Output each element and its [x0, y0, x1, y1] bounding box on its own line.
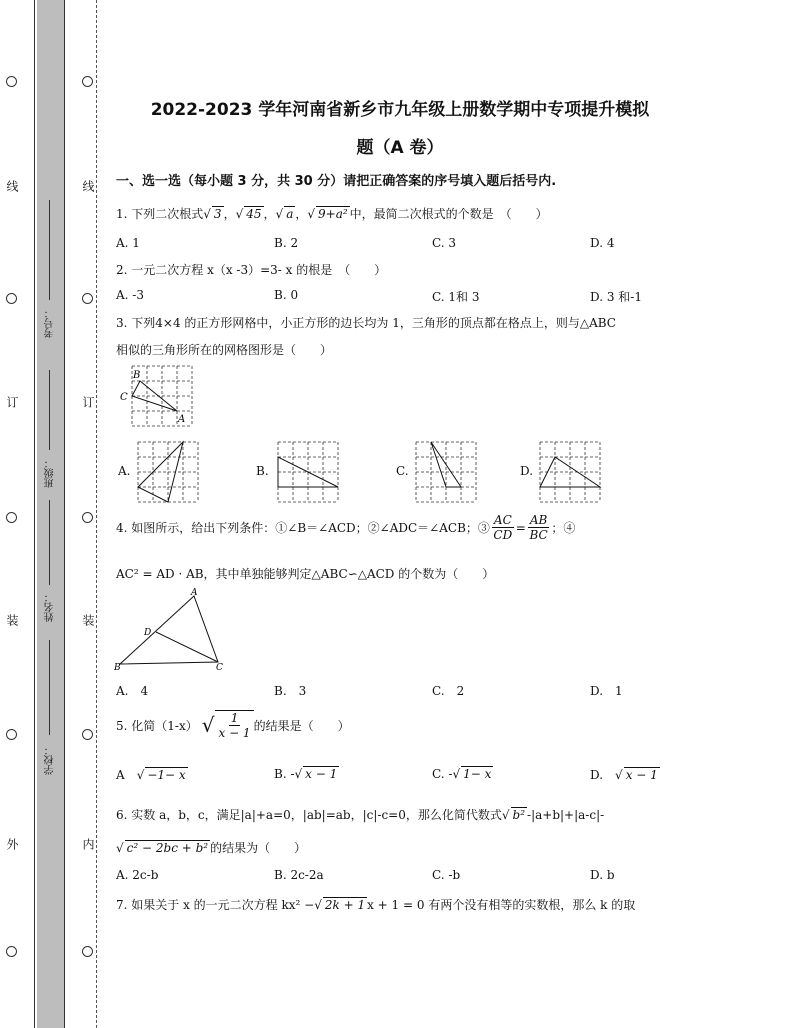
- q3-option-a-grid: [136, 440, 202, 504]
- q1-option-b: B. 2: [274, 236, 299, 250]
- q5-option-b: B. -√ x − 1: [274, 767, 338, 781]
- q3-option-c-label: C.: [396, 464, 409, 478]
- q6-option-a: A. 2c-b: [116, 868, 159, 882]
- q5-option-d: D. √ x − 1: [590, 768, 658, 782]
- margin-char-zhuang-inner: 装: [81, 614, 95, 626]
- label-school: 学校：: [45, 745, 56, 775]
- vertex-c: C: [120, 392, 128, 403]
- vertex-d: D: [144, 628, 152, 638]
- q1-option-d: D. 4: [590, 236, 615, 250]
- margin-char-nei-inner: 内: [81, 838, 95, 850]
- q4-option-d: D. 1: [590, 684, 623, 698]
- margin-char-zhuang: 装: [5, 614, 19, 626]
- q5-option-a: A √ −1− x: [116, 768, 186, 782]
- page-title-cont: 题（A 卷）: [356, 138, 444, 158]
- q3-option-d-label: D.: [520, 464, 534, 478]
- q4-option-a: A. 4: [116, 684, 149, 698]
- vertex-b: B: [133, 370, 141, 381]
- binding-hole: [82, 946, 93, 957]
- cut-line: [96, 0, 97, 1028]
- q2-option-b: B. 0: [274, 288, 299, 302]
- blank-exam-number: [49, 200, 50, 300]
- margin-line-outer: [34, 0, 35, 1028]
- q3-option-a-label: A.: [118, 464, 131, 478]
- binding-hole: [82, 293, 93, 304]
- question-4-cont: AC² = AD · AB，其中单独能够判定△ABC∽△ACD 的个数为（ ）: [116, 567, 495, 581]
- q6-option-b: B. 2c-2a: [274, 868, 324, 882]
- margin-char-xian-inner: 线: [81, 180, 95, 192]
- blank-school: [49, 640, 50, 735]
- margin-char-ding-inner: 订: [81, 396, 95, 408]
- q6-option-c: C. -b: [432, 868, 461, 882]
- binding-hole: [82, 729, 93, 740]
- question-7: 7. 如果关于 x 的一元二次方程 kx² −√ 2k + 1 x + 1 = 0 有两个没有相等的实数根，那么 k 的取: [116, 898, 636, 912]
- q3-option-c-grid: [414, 440, 480, 504]
- q3-option-b-label: B.: [256, 464, 269, 478]
- question-6: 6. 实数 a，b，c，满足|a|+a=0，|ab|=ab，|c|-c=0，那么化简代数式√ b² -|a+b|+|a-c|-: [116, 808, 605, 822]
- binding-hole: [6, 946, 17, 957]
- vertex-a: A: [178, 414, 186, 425]
- binding-hole: [82, 76, 93, 87]
- page-title: 2022-2023 学年河南省新乡市九年级上册数学期中专项提升模拟: [150, 100, 650, 120]
- binding-hole: [6, 76, 17, 87]
- question-5: 5. 化简（1-x） √ $\frac{1}{x - 1}$ 的结果是（ ）: [116, 711, 350, 740]
- q3-option-b-grid: [276, 440, 342, 504]
- binding-band: [37, 0, 64, 1028]
- vertex-a: A: [191, 588, 198, 598]
- blank-name: [49, 500, 50, 585]
- question-6-cont: √ c² − 2bc + b² 的结果为（ ）: [116, 841, 307, 855]
- question-3-cont: 相似的三角形所在的网格图形是（ ）: [116, 343, 333, 357]
- margin-char-wai: 外: [5, 838, 19, 850]
- q4-option-c: C. 2: [432, 684, 465, 698]
- vertex-b: B: [114, 663, 121, 672]
- margin-line-inner: [64, 0, 65, 1028]
- q6-option-d: D. b: [590, 868, 615, 882]
- binding-hole: [6, 293, 17, 304]
- q1-option-c: C. 3: [432, 236, 457, 250]
- binding-hole: [6, 729, 17, 740]
- question-2: 2. 一元二次方程 x（x -3）=3- x 的根是 （ ）: [116, 263, 387, 277]
- q4-triangle-figure: [114, 588, 230, 672]
- blank-class: [49, 370, 50, 450]
- binding-hole: [82, 512, 93, 523]
- question-4: 4. 如图所示，给出下列条件：①∠B＝∠ACD；②∠ADC＝∠ACB；③ $\frac{AC}{CD}$ = $\frac{AB}{BC}$ ；④: [116, 513, 576, 542]
- label-exam-number: 考号：: [45, 308, 56, 338]
- label-name: 姓名：: [45, 592, 56, 622]
- margin-char-xian: 线: [5, 180, 19, 192]
- section-heading: 一、选一选（每小题 3 分，共 30 分）请把正确答案的序号填入题后括号内.: [116, 174, 557, 189]
- q3-option-d-grid: [538, 440, 604, 504]
- q4-option-b: B. 3: [274, 684, 307, 698]
- margin-char-ding: 订: [5, 396, 19, 408]
- q1-option-a: A. 1: [116, 236, 140, 250]
- question-3: 3. 下列4×4 的正方形网格中，小正方形的边长均为 1，三角形的顶点都在格点上，则与△ABC: [116, 316, 616, 330]
- vertex-c: C: [216, 663, 223, 672]
- q2-option-d: D. 3 和-1: [590, 290, 642, 304]
- q2-option-a: A. -3: [116, 288, 144, 302]
- q2-option-c: C. 1和 3: [432, 290, 480, 304]
- binding-hole: [6, 512, 17, 523]
- label-class: 班级：: [45, 458, 56, 488]
- q3-reference-grid: [118, 364, 198, 430]
- question-1: 1. 下列二次根式√ 3 ，√ 45 ，√ a ，√ 9+a² 中，最简二次根式的个数是 （ ）: [116, 207, 548, 221]
- q5-option-c: C. -√ 1− x: [432, 767, 492, 781]
